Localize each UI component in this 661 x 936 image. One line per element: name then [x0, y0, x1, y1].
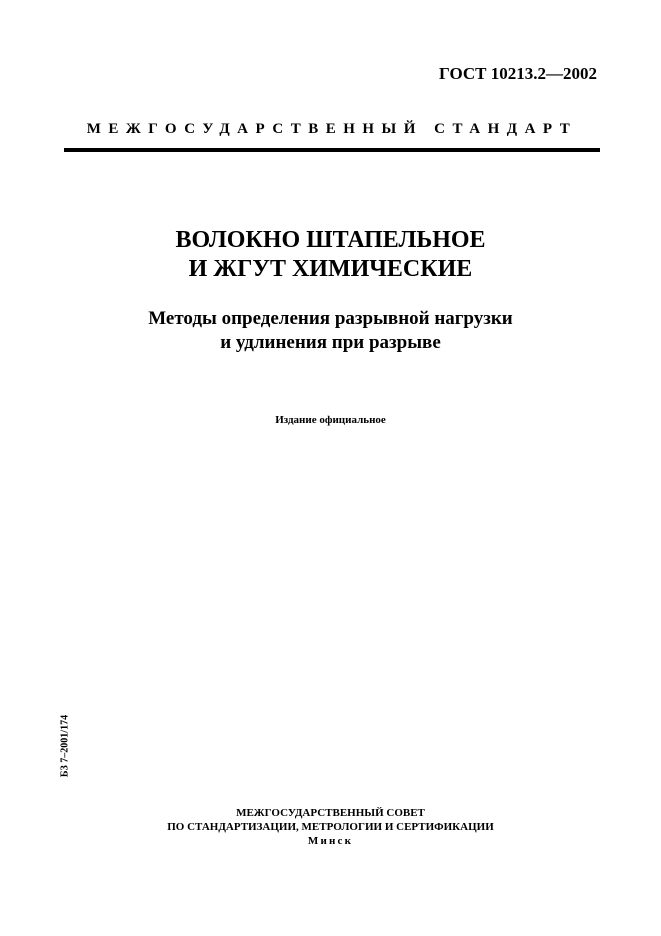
edition-label: Издание официальное: [275, 414, 386, 426]
publisher-city: Минск: [307, 835, 354, 847]
side-code-container: [57, 705, 73, 787]
document-number: ГОСТ 10213.2—2002: [439, 64, 597, 83]
side-code: БЗ 7–2001/174: [59, 714, 71, 778]
subtitle-line-2: и удлинения при разрыве: [220, 332, 441, 353]
publisher-line-2: ПО СТАНДАРТИЗАЦИИ, МЕТРОЛОГИИ И СЕРТИФИКАЦИИ: [167, 821, 494, 833]
header-divider: [64, 148, 600, 152]
standard-type-heading: МЕЖГОСУДАРСТВЕННЫЙ СТАНДАРТ: [86, 121, 578, 137]
document-subtitle: [40, 307, 621, 355]
publisher-block: [40, 806, 621, 848]
title-line-2: И ЖГУТ ХИМИЧЕСКИЕ: [188, 256, 473, 282]
subtitle-line-1: Методы определения разрывной нагрузки: [148, 308, 513, 329]
document-title: [40, 226, 621, 284]
title-line-1: ВОЛОКНО ШТАПЕЛЬНОЕ: [175, 227, 486, 253]
publisher-line-1: МЕЖГОСУДАРСТВЕННЫЙ СОВЕТ: [236, 807, 425, 819]
